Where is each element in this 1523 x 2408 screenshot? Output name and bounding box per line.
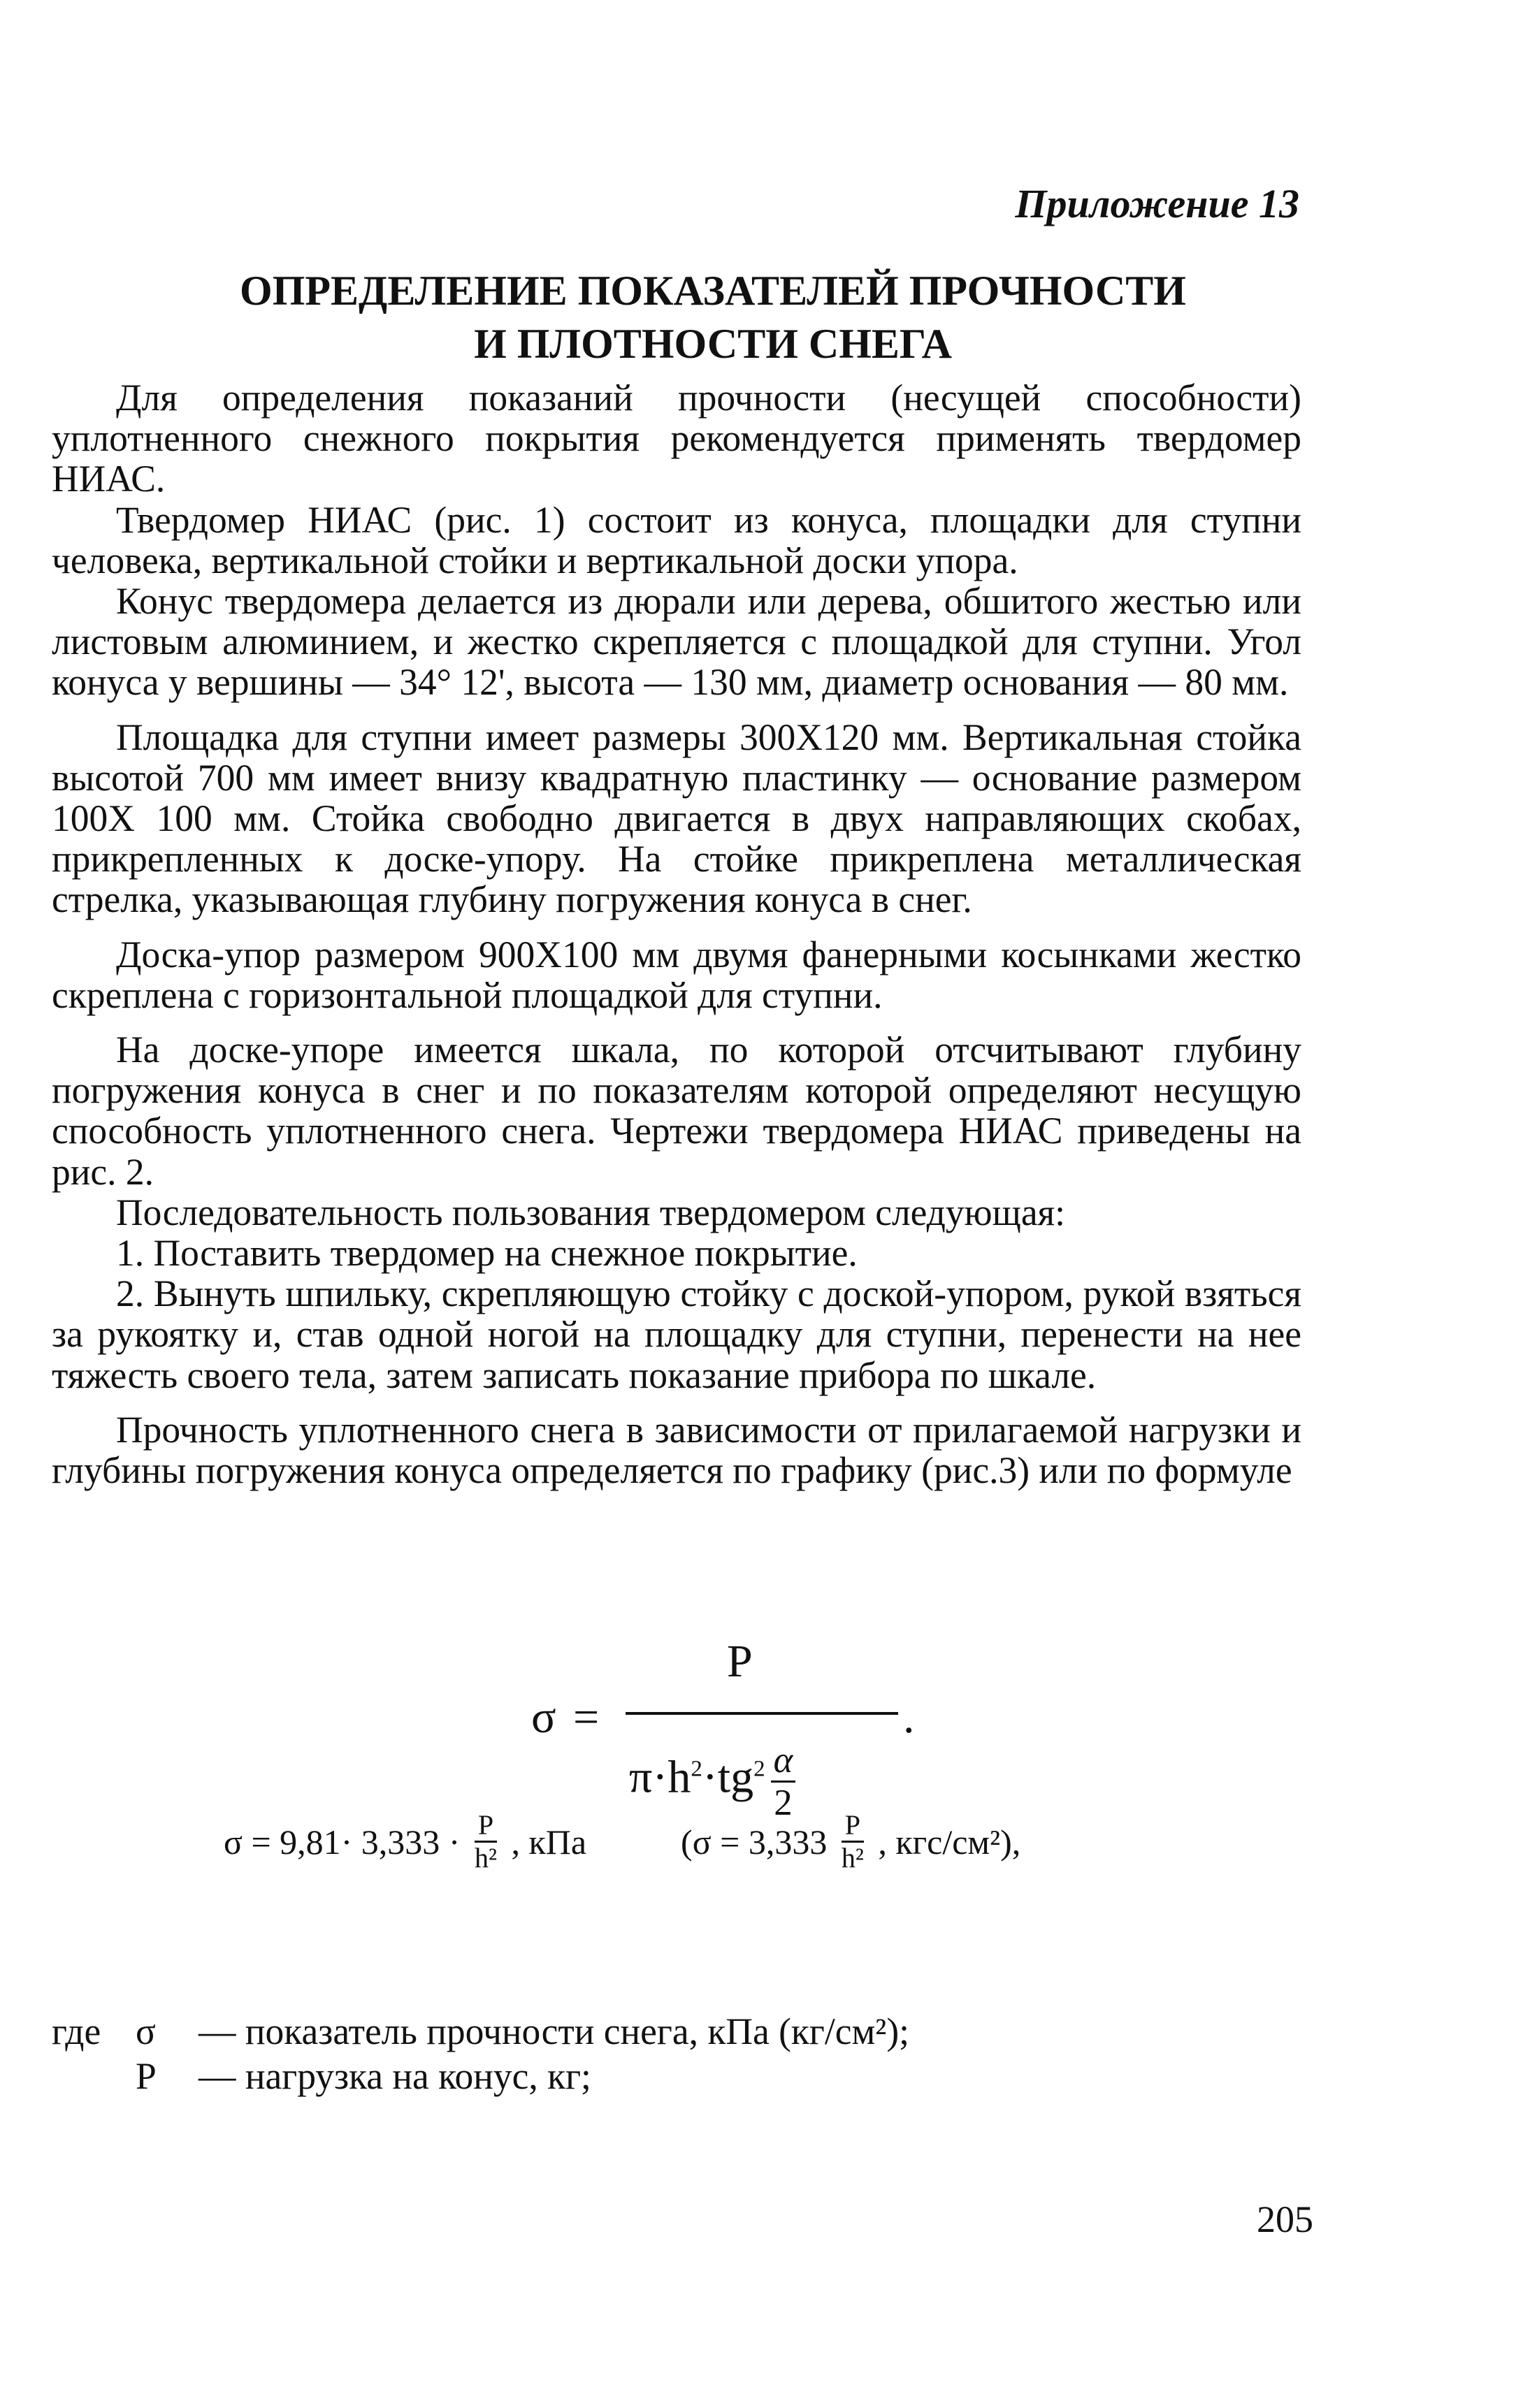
- formula-alpha-half: $\frac{\alpha}{2}$: [771, 1740, 796, 1823]
- body-text: [52, 377, 1301, 1491]
- paragraph-cone: Конус твердомера делается из дюрали или дерева, обшитого жестью или листовым алюминием, и жестко скрепляется с площадкой для ступни. Угол конуса у вершины — 34° 12', высота — 130 мм, диаметр основания — 80 мм.: [52, 580, 1301, 704]
- formula-kgf-fraction: $\frac{P}{\text{h²}}$: [841, 1809, 864, 1873]
- formula-sigma: σ: [531, 1692, 556, 1743]
- formula-kgf-unit: , кгс/см²),: [878, 1822, 1021, 1862]
- formula-end-dot: .: [903, 1692, 915, 1743]
- page-number: 205: [1257, 2198, 1313, 2240]
- legend-symbol: σ: [136, 2010, 156, 2052]
- appendix-label: Приложение 13: [1015, 181, 1299, 226]
- procedure-step-1: 1. Поставить твердомер на снежное покрытие.: [116, 1232, 858, 1275]
- paragraph-device-parts: Твердомер НИАС (рис. 1) состоит из конуса, площадки для ступни человека, вертикальной стойки и вертикальной доски упора.: [52, 498, 1301, 581]
- legend-where: где: [52, 2010, 101, 2052]
- paragraph-scale: На доске-упоре имеется шкала, по которой отсчитывают глубину погружения конуса в снег и по показателям которой определяют несущую способность уплотненного снега. Чертежи твердомера НИАС приведены на рис. 2.: [52, 1029, 1301, 1193]
- title-line-2: И ПЛОТНОСТИ СНЕГА: [474, 321, 952, 367]
- formula-kgf-prefix: (σ = 3,333: [681, 1822, 828, 1862]
- legend-text: — показатель прочности снега, кПа (кг/см²);: [199, 2010, 910, 2052]
- legend-row: [52, 2009, 1100, 2054]
- page-title: [0, 264, 1426, 370]
- formula-equals: =: [573, 1692, 600, 1743]
- formula-denominator: $\pi\cdot h^2\cdot tg^2$ $\frac{\alpha}{2}$: [629, 1740, 801, 1823]
- legend-row: [52, 2054, 1100, 2098]
- title-line-1: ОПРЕДЕЛЕНИЕ ПОКАЗАТЕЛЕЙ ПРОЧНОСТИ: [240, 268, 1186, 314]
- paragraph-platform: Площадка для ступни имеет размеры 300Х120 мм. Вертикальная стойка высотой 700 мм имеет внизу квадратную пластинку — основание размером 100Х 100 мм. Стойка свободно двигается в двух направляющих скобах, прикрепленных к доске-упору. На стойке прикреплена металлическая стрелка, указывающая глубину погружения конуса в снег.: [52, 716, 1301, 921]
- formula-kpa-prefix: σ = 9,81· 3,333 ·: [224, 1822, 461, 1862]
- procedure-step-2: 2. Вынуть шпильку, скрепляющую стойку с доской-упором, рукой взяться за рукоятку и, став одной ногой на площадку для ступни, перенести на нее тяжесть своего тела, затем записать показание прибора по шкале.: [52, 1272, 1301, 1396]
- formula-kpa-unit: , кПа: [511, 1822, 587, 1862]
- paragraph-procedure-intro: Последовательность пользования твердомером следующая:: [116, 1191, 1066, 1233]
- paragraph-board: Доска-упор размером 900Х100 мм двумя фанерными косынками жестко скреплена с горизонтальной площадкой для ступни.: [52, 933, 1301, 1016]
- paragraph-strength: Прочность уплотненного снега в зависимости от прилагаемой нагрузки и глубины погружения конуса определяется по графику (рис.3) или по формуле: [52, 1408, 1301, 1492]
- formula-kpa-fraction: $\frac{P}{\text{h²}}$: [474, 1809, 497, 1873]
- symbol-legend: [52, 2009, 1100, 2098]
- numeric-formula-row: [224, 1810, 1342, 1873]
- formula-numerator: P: [727, 1636, 753, 1687]
- legend-text: — нагрузка на конус, кг;: [199, 2055, 591, 2097]
- paragraph-intro: Для определения показаний прочности (несущей способности) уплотненного снежного покрытия рекомендуется применять твердомер НИАС.: [52, 377, 1301, 500]
- legend-symbol: P: [136, 2055, 157, 2097]
- formula-fraction-bar: [626, 1712, 898, 1715]
